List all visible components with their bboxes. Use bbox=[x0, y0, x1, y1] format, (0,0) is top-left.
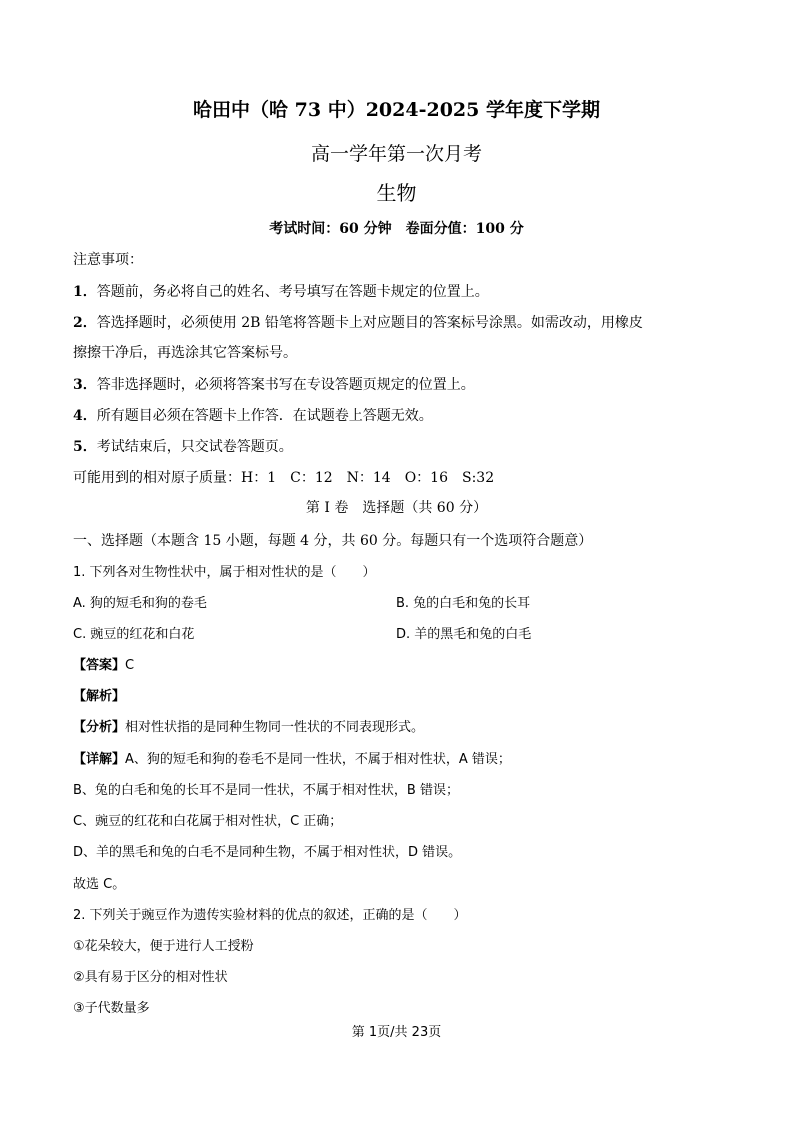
q1-xiangjie-c: C、豌豆的红花和白花属于相对性状，C 正确； bbox=[73, 814, 343, 829]
q1-xiangjie-a bbox=[73, 751, 511, 769]
q1-answer bbox=[73, 657, 134, 675]
note-text: 答选择题时，必须使用 2B 铅笔将答题卡上对应题目的答案标号涂黑。如需改动，用橡皮 bbox=[96, 315, 643, 331]
q1-analysis-tag bbox=[73, 688, 125, 706]
xiangjie-text: A、狗的短毛和狗的卷毛不是同一性状，不属于相对性状，A 错误； bbox=[125, 752, 511, 767]
note-item-4 bbox=[73, 407, 433, 425]
xiangjie-tag: 【详解】 bbox=[73, 752, 126, 767]
answer-tag: 【答案】 bbox=[73, 658, 126, 673]
note-text: 答非选择题时，必须将答案书写在专设答题页规定的位置上。 bbox=[96, 377, 475, 393]
note-item-5 bbox=[73, 438, 293, 456]
q2-item-1: ①花朵较大，便于进行人工授粉 bbox=[73, 939, 254, 954]
question-2-stem: 2. 下列关于豌豆作为遗传实验材料的优点的叙述，正确的是（ ） bbox=[73, 908, 467, 923]
note-item-2-cont bbox=[73, 344, 297, 362]
note-text: 所有题目必须在答题卡上作答．在试题卷上答题无效。 bbox=[96, 408, 433, 424]
subject-title: 生物 bbox=[376, 181, 417, 205]
q2-item-3: ③子代数量多 bbox=[73, 1001, 150, 1016]
q2-item-2: ②具有易于区分的相对性状 bbox=[73, 970, 228, 985]
note-item-3 bbox=[73, 376, 475, 394]
note-text: 考试结束后，只交试卷答题页。 bbox=[96, 439, 293, 455]
fenxi-text: 相对性状指的是同种生物同一性状的不同表现形式。 bbox=[125, 720, 425, 735]
notes-heading: 注意事项： bbox=[73, 252, 143, 268]
analysis-tag: 【解析】 bbox=[73, 689, 126, 704]
section-instruction: 一、选择题（本题含 15 小题，每题 4 分，共 60 分。每题只有一个选项符合题意） bbox=[73, 533, 593, 549]
q1-option-c: C. 豌豆的红花和白花 bbox=[73, 627, 195, 642]
q1-option-a: A. 狗的短毛和狗的卷毛 bbox=[73, 596, 207, 611]
q1-option-b: B. 兔的白毛和兔的长耳 bbox=[396, 596, 531, 611]
exam-title: 哈田中（哈 73 中）2024-2025 学年度下学期 bbox=[193, 99, 600, 121]
q1-option-d: D. 羊的黑毛和兔的白毛 bbox=[396, 627, 532, 642]
note-number: 3． bbox=[73, 377, 97, 393]
exam-subtitle: 高一学年第一次月考 bbox=[310, 143, 482, 165]
question-1-stem: 1. 下列各对生物性状中，属于相对性状的是（ ） bbox=[73, 565, 376, 580]
note-text: 擦擦干净后，再选涂其它答案标号。 bbox=[73, 345, 297, 361]
note-item-1 bbox=[73, 283, 489, 301]
note-number: 1． bbox=[73, 284, 97, 300]
answer-value: C bbox=[125, 658, 135, 673]
fenxi-tag: 【分析】 bbox=[73, 720, 126, 735]
q1-fenxi bbox=[73, 719, 424, 737]
exam-info: 考试时间：60 分钟 卷面分值：100 分 bbox=[269, 221, 524, 237]
q1-xiangjie-b: B、兔的白毛和兔的长耳不是同一性状，不属于相对性状，B 错误； bbox=[73, 783, 459, 798]
note-text: 答题前，务必将自己的姓名、考号填写在答题卡规定的位置上。 bbox=[96, 284, 489, 300]
note-number: 5． bbox=[73, 439, 97, 455]
atomic-mass-line: 可能用到的相对原子质量：H：1 C：12 N：14 O：16 S:32 bbox=[73, 470, 495, 486]
q1-xiangjie-d: D、羊的黑毛和兔的白毛不是同种生物，不属于相对性状，D 错误。 bbox=[73, 845, 462, 860]
q1-conclusion: 故选 C。 bbox=[73, 877, 126, 892]
note-number: 4． bbox=[73, 408, 97, 424]
page-number: 第 1页/共 23页 bbox=[351, 1025, 442, 1040]
section-title: 第 I 卷 选择题（共 60 分） bbox=[305, 500, 488, 516]
note-item-2 bbox=[73, 314, 643, 332]
note-number: 2． bbox=[73, 315, 97, 331]
